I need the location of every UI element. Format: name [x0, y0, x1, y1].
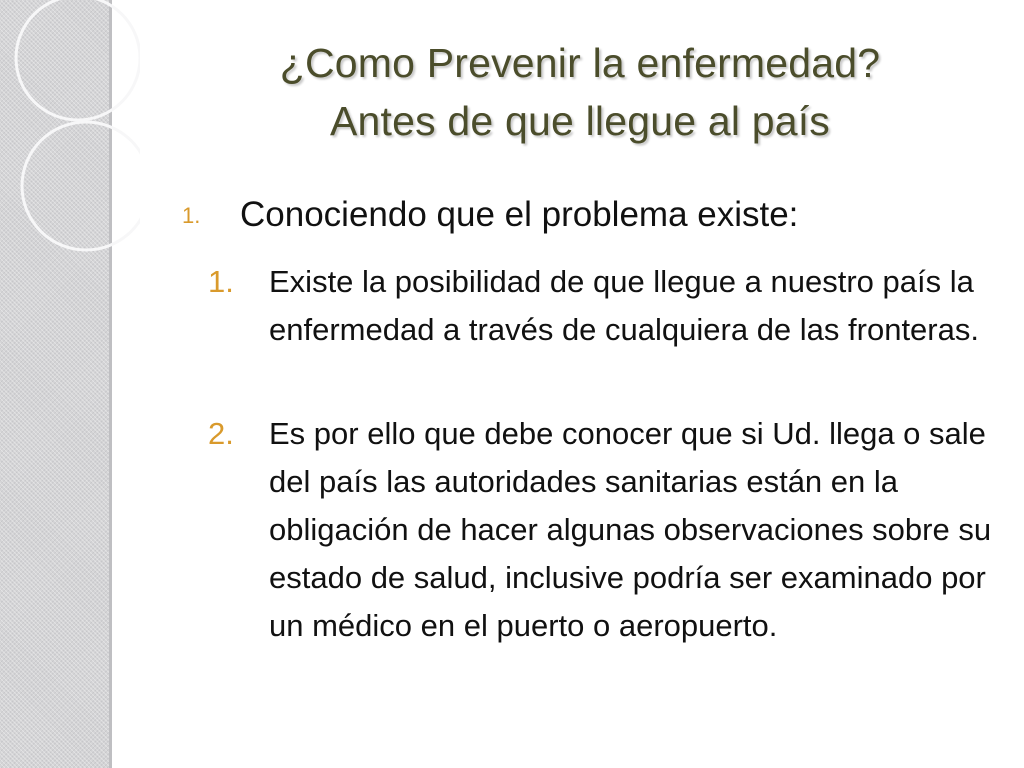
sublist-item-text: Es por ello que debe conocer que si Ud. llega o sale del país las autoridades sanitarias están en la obligación de hacer algunas observaciones sobre su estado de salud, inclusive podría ser examinado por un médico en el puerto o aeropuerto.	[269, 416, 992, 643]
sublist-number: 1.	[208, 264, 234, 299]
title-line-1: ¿Como Prevenir la enfermedad?	[279, 40, 881, 86]
sublist-item-text: Existe la posibilidad de que llegue a nuestro país la enfermedad a través de cualquiera de las fronteras.	[269, 264, 979, 347]
list-item-text: Conociendo que el problema existe:	[240, 195, 799, 234]
sublist-number: 2.	[208, 416, 234, 451]
title-line-2: Antes de que llegue al país	[329, 98, 831, 144]
list-number: 1.	[182, 203, 201, 228]
